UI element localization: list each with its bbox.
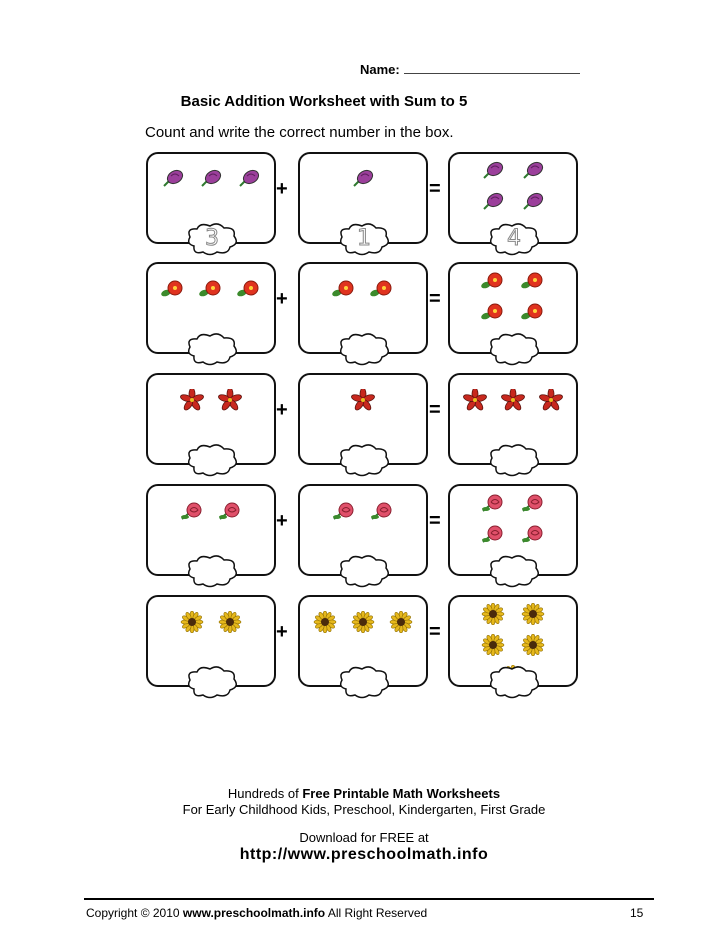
- sunflower-icon: [350, 611, 376, 638]
- flower-group: [300, 500, 426, 527]
- tulip-icon: [480, 191, 506, 218]
- rose-icon: [520, 492, 546, 519]
- equals-sign: =: [429, 621, 441, 643]
- flower-group: [300, 278, 426, 305]
- answer-cloud[interactable]: [336, 665, 392, 699]
- second-addend-box: [298, 373, 428, 465]
- answer-cloud[interactable]: [486, 443, 542, 477]
- answer-cloud[interactable]: [486, 554, 542, 588]
- copyright-site: www.preschoolmath.info: [182, 906, 326, 920]
- sunflower-icon: [520, 634, 546, 661]
- answer-number: 4: [507, 226, 521, 251]
- poinsettia-icon: [500, 389, 526, 416]
- poinsettia-icon: [217, 389, 243, 416]
- name-label: Name:: [360, 62, 400, 77]
- footer-url[interactable]: http://www.preschoolmath.info: [239, 846, 489, 863]
- hibiscus-icon: [236, 278, 262, 305]
- second-addend-box: [298, 262, 428, 354]
- tulip-icon: [160, 168, 186, 195]
- tulip-icon: [480, 160, 506, 187]
- plus-sign: +: [276, 399, 288, 421]
- footer-line-1: [0, 786, 728, 801]
- footer-line-1-bold: Free Printable Math Worksheets: [302, 786, 501, 801]
- sunflower-icon: [312, 611, 338, 638]
- sunflower-icon: [520, 603, 546, 630]
- second-addend-box: [298, 152, 428, 251]
- worksheet-title-text: Basic Addition Worksheet with Sum to 5: [180, 93, 468, 110]
- poinsettia-icon: [350, 389, 376, 416]
- flower-group: [148, 500, 274, 527]
- flower-group: [300, 389, 426, 416]
- flower-group: [148, 611, 274, 638]
- sum-box: [448, 595, 578, 687]
- copyright-suffix: All Right Reserved: [325, 906, 428, 920]
- answer-cloud[interactable]: [184, 665, 240, 699]
- page-number: 15: [630, 906, 644, 920]
- rose-icon: [179, 500, 205, 527]
- answer-number: 1: [357, 226, 371, 251]
- equals-sign: =: [429, 510, 441, 532]
- hibiscus-icon: [520, 301, 546, 328]
- answer-cloud[interactable]: [336, 222, 392, 256]
- equals-sign: =: [429, 178, 441, 200]
- first-addend-box: [146, 373, 276, 465]
- name-field: [360, 62, 580, 77]
- hibiscus-icon: [331, 278, 357, 305]
- flower-group: [148, 168, 274, 195]
- footer-divider: [84, 898, 654, 900]
- hibiscus-icon: [160, 278, 186, 305]
- answer-cloud[interactable]: [486, 665, 542, 699]
- answer-cloud[interactable]: [336, 443, 392, 477]
- hibiscus-icon: [480, 270, 506, 297]
- rose-icon: [331, 500, 357, 527]
- first-addend-box: [146, 262, 276, 354]
- hibiscus-icon: [369, 278, 395, 305]
- tulip-icon: [520, 191, 546, 218]
- sunflower-icon: [217, 611, 243, 638]
- answer-cloud[interactable]: [486, 222, 542, 256]
- flower-group: [463, 160, 563, 218]
- problem-row: [146, 262, 578, 354]
- tulip-icon: [350, 168, 376, 195]
- answer-cloud[interactable]: [486, 332, 542, 366]
- footer-line-3: Download for FREE at: [299, 830, 429, 845]
- rose-icon: [369, 500, 395, 527]
- flower-group: [450, 389, 576, 416]
- first-addend-box: [146, 152, 276, 251]
- poinsettia-icon: [462, 389, 488, 416]
- sunflower-icon: [480, 603, 506, 630]
- hibiscus-icon: [520, 270, 546, 297]
- sunflower-icon: [480, 634, 506, 661]
- instruction-text: Count and write the correct number in the box.: [145, 124, 454, 141]
- flower-group: [300, 611, 426, 638]
- plus-sign: +: [276, 178, 288, 200]
- rose-icon: [520, 523, 546, 550]
- rose-icon: [480, 492, 506, 519]
- answer-cloud[interactable]: [184, 222, 240, 256]
- sunflower-icon: [388, 611, 414, 638]
- problem-row: [146, 152, 578, 251]
- first-addend-box: [146, 595, 276, 687]
- answer-cloud[interactable]: [184, 332, 240, 366]
- sum-box: [448, 262, 578, 354]
- poinsettia-icon: [179, 389, 205, 416]
- footer-line-2: For Early Childhood Kids, Preschool, Kindergarten, First Grade: [182, 802, 546, 817]
- equals-sign: =: [429, 399, 441, 421]
- first-addend-box: [146, 484, 276, 576]
- sunflower-icon: [179, 611, 205, 638]
- problem-row: [146, 484, 578, 576]
- problem-row: [146, 595, 578, 687]
- flower-group: [463, 492, 563, 550]
- plus-sign: +: [276, 288, 288, 310]
- name-write-line: [404, 63, 580, 74]
- copyright-text: [86, 906, 427, 920]
- tulip-icon: [236, 168, 262, 195]
- plus-sign: +: [276, 621, 288, 643]
- tulip-icon: [520, 160, 546, 187]
- sum-box: [448, 484, 578, 576]
- problem-row: [146, 373, 578, 465]
- answer-cloud[interactable]: [184, 443, 240, 477]
- footer-line-1-prefix: Hundreds of: [227, 786, 303, 801]
- equals-sign: =: [429, 288, 441, 310]
- rose-icon: [480, 523, 506, 550]
- flower-group: [148, 389, 274, 416]
- flower-group: [148, 278, 274, 305]
- rose-icon: [217, 500, 243, 527]
- sum-box: [448, 373, 578, 465]
- worksheet-title: [0, 93, 728, 110]
- second-addend-box: [298, 595, 428, 687]
- second-addend-box: [298, 484, 428, 576]
- hibiscus-icon: [198, 278, 224, 305]
- copyright-prefix: Copyright © 2010: [86, 906, 183, 920]
- plus-sign: +: [276, 510, 288, 532]
- answer-cloud[interactable]: [336, 332, 392, 366]
- answer-cloud[interactable]: [184, 554, 240, 588]
- answer-cloud[interactable]: [336, 554, 392, 588]
- answer-number: 3: [205, 226, 219, 251]
- hibiscus-icon: [480, 301, 506, 328]
- sum-box: [448, 152, 578, 251]
- flower-group: [300, 168, 426, 195]
- poinsettia-icon: [538, 389, 564, 416]
- tulip-icon: [198, 168, 224, 195]
